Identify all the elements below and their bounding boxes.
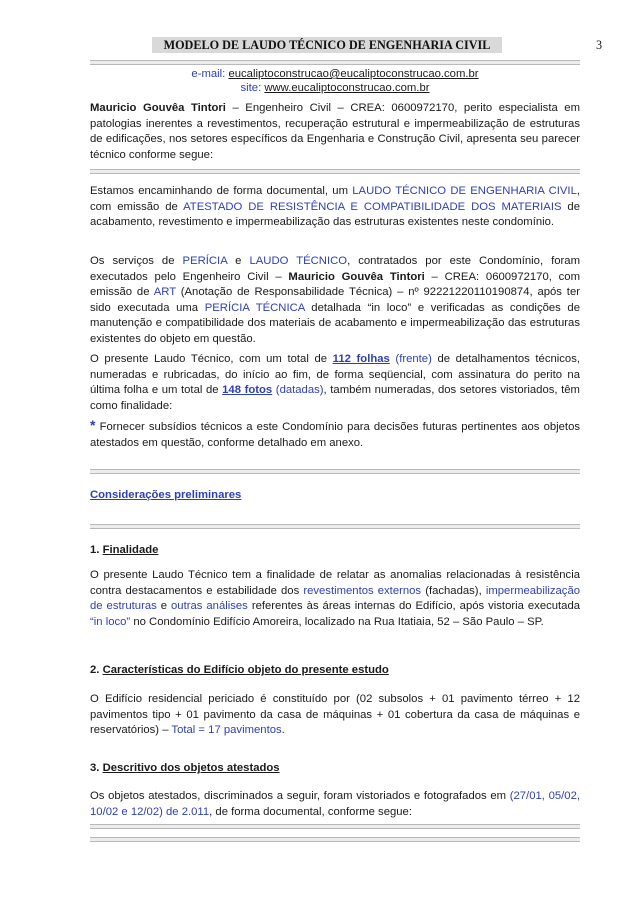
considerations-title: Considerações preliminares	[90, 489, 242, 501]
section-number: 3.	[90, 762, 103, 774]
section-1-body	[90, 568, 580, 630]
text: no Condomínio Edifício Amoreira, localizado na Rua Itatiaia, 52 – São Paulo – SP.	[130, 615, 544, 628]
section-title: Descritivo dos objetos atestados	[102, 762, 280, 774]
highlight-atestado: ATESTADO DE RESISTÊNCIA E COMPATIBILIDADE DOS MATERIAIS	[183, 200, 562, 213]
text: , contratados por este Condomínio, foram executados pelo Engenheiro Civil –	[90, 255, 580, 283]
section-3-body	[90, 789, 580, 820]
divider	[90, 169, 580, 174]
intro-paragraph	[90, 101, 580, 163]
text: , com emissão de	[90, 185, 580, 213]
pages-note: (frente)	[389, 353, 432, 365]
photos-count: 148 fotos	[222, 384, 273, 396]
section-number: 1.	[90, 544, 103, 556]
email-label: e-mail:	[191, 68, 226, 80]
text: O Edifício residencial periciado é constituído por (02 subsolos + 01 pavimento térreo + 12 pavimentos tipo + 01 pavimento da casa de máquinas + 01 cobertura da casa de máquinas e reservatórios) –	[90, 693, 580, 736]
text: Fornecer subsídios técnicos a este Condomínio para decisões futuras pertinentes aos objetos atestados em questão, conforme detalhado em anexo.	[90, 421, 580, 449]
divider	[90, 824, 580, 829]
highlight-total-floors: Total = 17 pavimentos	[171, 724, 282, 736]
contact-email-line	[90, 67, 580, 82]
text: O presente Laudo Técnico tem a finalidade de relatar as anomalias relacionadas à resistência contra destacamentos e estabilidade dos	[90, 569, 580, 597]
text: (fachadas),	[421, 584, 486, 597]
section-number: 2.	[90, 664, 103, 676]
text: referentes às áreas internas do Edifício, após vistoria executada	[247, 600, 581, 612]
highlight: outras análises	[171, 600, 248, 612]
highlight: revestimentos externos	[303, 584, 422, 597]
contact-site-line	[90, 81, 580, 96]
photos-note: (datadas)	[272, 384, 324, 396]
site-link[interactable]: www.eucaliptoconstrucao.com.br	[264, 82, 430, 94]
highlight-laudo: LAUDO TÉCNICO DE ENGENHARIA CIVIL	[352, 185, 577, 197]
pages-count: 112 folhas	[332, 353, 390, 365]
page-number: 3	[596, 38, 603, 52]
section-title: Características do Edifício objeto do presente estudo	[102, 664, 389, 676]
divider	[90, 469, 580, 474]
considerations-heading	[90, 488, 241, 503]
document-header-title: MODELO DE LAUDO TÉCNICO DE ENGENHARIA CIVIL	[152, 37, 502, 53]
text: , de forma documental, conforme segue:	[209, 805, 412, 818]
text: e	[156, 600, 172, 612]
text: de acabamento, revestimento e impermeabilização das estruturas existentes neste condomínio.	[90, 200, 580, 228]
divider	[90, 837, 580, 842]
site-label: site:	[240, 82, 262, 94]
text: e	[227, 255, 250, 267]
text: .	[281, 724, 285, 736]
highlight-pericia-tecnica: PERÍCIA TÉCNICA	[204, 301, 305, 314]
author-name: Mauricio Gouvêa Tintori	[288, 270, 425, 283]
text: Estamos encaminhando de forma documental, um	[90, 185, 353, 197]
author-name: Mauricio Gouvêa Tintori	[90, 102, 226, 114]
text: Os serviços de	[90, 255, 183, 267]
email-link[interactable]: eucaliptoconstrucao@eucaliptoconstrucao.com.br	[228, 68, 479, 80]
text: O presente Laudo Técnico, com um total de	[90, 353, 333, 365]
section-2-heading	[90, 663, 389, 678]
text: , também numeradas, dos setores vistoriados, têm como finalidade:	[90, 384, 580, 412]
section-title: Finalidade	[102, 544, 159, 556]
paragraph-services	[90, 254, 580, 347]
paragraph-report	[90, 184, 580, 231]
bullet-star-icon: *	[90, 417, 96, 433]
section-1-heading	[90, 543, 158, 558]
section-3-heading	[90, 761, 280, 776]
intro-text: – Engenheiro Civil – CREA: 0600972170, perito especialista em patologias inerentes a revestimentos, recuperação estrutural e impermeabilização de estruturas de edificações, nos setores específicos da Engenharia e Construção Civil, apresenta seu parecer técnico conforme segue:	[90, 102, 580, 161]
text: de detalhamentos técnicos, numeradas e rubricadas, do início ao fim, de forma seqüencial, com assinatura do perito na última folha e um total de	[90, 353, 580, 396]
highlight-dates: (27/01, 05/02, 10/02 e 12/02) de 2.011	[90, 790, 580, 818]
section-2-body	[90, 692, 580, 739]
paragraph-pages-photos	[90, 352, 580, 414]
text: – CREA: 0600972170, com emissão de	[90, 270, 580, 298]
text: detalhada “in loco” e verificadas as condições de manutenção e compatibilidade dos materiais de acabamento e impermeabilização das estruturas existentes do objeto em questão.	[90, 301, 580, 345]
highlight-laudo-tecnico: LAUDO TÉCNICO	[249, 255, 348, 267]
highlight: impermeabilização de estruturas	[90, 584, 581, 612]
text: Os objetos atestados, discriminados a seguir, foram vistoriados e fotografados em	[90, 790, 510, 802]
header-divider	[90, 60, 580, 65]
highlight-pericia: PERÍCIA	[182, 255, 228, 267]
divider	[90, 524, 580, 529]
highlight: “in loco”	[90, 615, 131, 628]
text: (Anotação de Responsabilidade Técnica) – nº 92221220110190874, após ter sido executada uma	[90, 286, 580, 314]
highlight-art: ART	[153, 286, 176, 298]
paragraph-purpose	[90, 418, 580, 451]
